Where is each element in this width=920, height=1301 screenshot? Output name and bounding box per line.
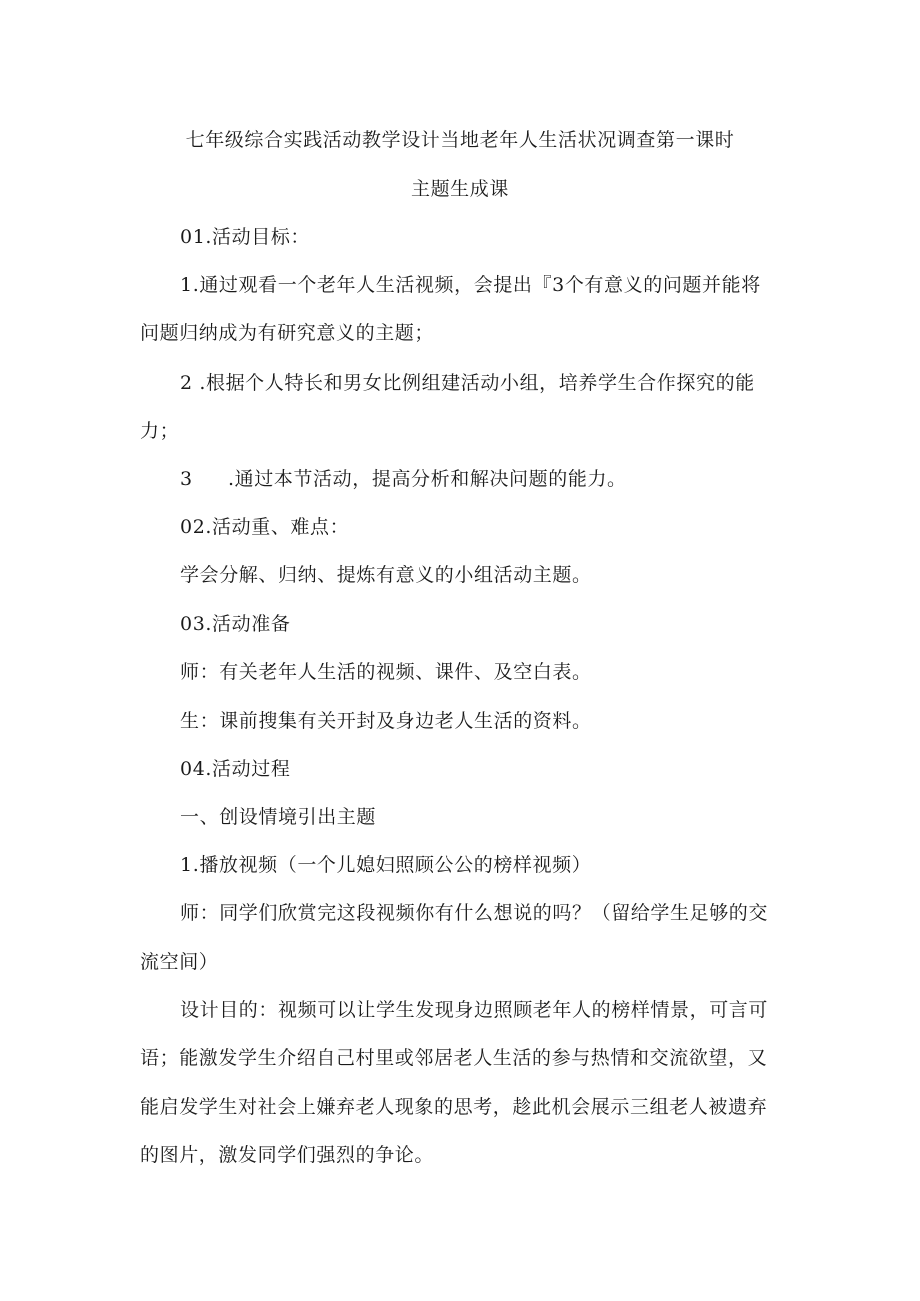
document-title-line-1: 七年级综合实践活动教学设计当地老年人生活状况调查第一课时 (185, 129, 735, 151)
prep-teacher-line: 师：有关老年人生活的视频、课件、及空白表。 (180, 661, 592, 683)
section-02-text: 学会分解、归纳、提炼有意义的小组活动主题。 (180, 564, 592, 586)
design-purpose-line-2: 语；能激发学生介绍自己村里或邻居老人生活的参与热情和交流欲望，又 (140, 1047, 768, 1069)
teacher-question-line-1: 师：同学们欣赏完这段视频你有什么想说的吗？（留给学生足够的交 (180, 902, 769, 924)
section-02-heading: 02.活动重、难点： (180, 516, 350, 538)
document-title-line-2: 主题生成课 (410, 178, 509, 200)
goal-1-line-1: 1.通过观看一个老年人生活视频，会提出『3个有意义的问题并能将 (180, 274, 761, 296)
goal-2-line-2: 力； (140, 420, 180, 442)
design-purpose-line-1: 设计目的：视频可以让学生发现身边照顾老年人的榜样情景，可言可 (180, 999, 769, 1021)
part-1-heading: 一、创设情境引出主题 (180, 806, 377, 828)
goal-1-line-2: 问题归纳成为有研究意义的主题； (140, 322, 435, 344)
prep-student-line: 生：课前搜集有关开封及身边老人生活的资料。 (180, 710, 592, 732)
section-03-heading: 03.活动准备 (180, 613, 291, 635)
design-purpose-line-3: 能启发学生对社会上嫌弃老人现象的思考，趁此机会展示三组老人被遗弃 (140, 1096, 768, 1118)
design-purpose-line-4: 的图片，激发同学们强烈的争论。 (140, 1144, 435, 1166)
step-1-line: 1.播放视频（一个儿媳妇照顾公公的榜样视频） (180, 854, 592, 876)
section-04-heading: 04.活动过程 (180, 758, 291, 780)
section-01-heading: 01.活动目标： (180, 226, 311, 248)
goal-3-text: .通过本节活动，提高分析和解决问题的能力。 (228, 468, 627, 490)
teacher-question-line-2: 流空间） (140, 951, 219, 973)
goal-2-line-1: 2 .根据个人特长和男女比例组建活动小组，培养学生合作探究的能 (180, 372, 755, 394)
goal-3-number: 3 (180, 468, 193, 490)
